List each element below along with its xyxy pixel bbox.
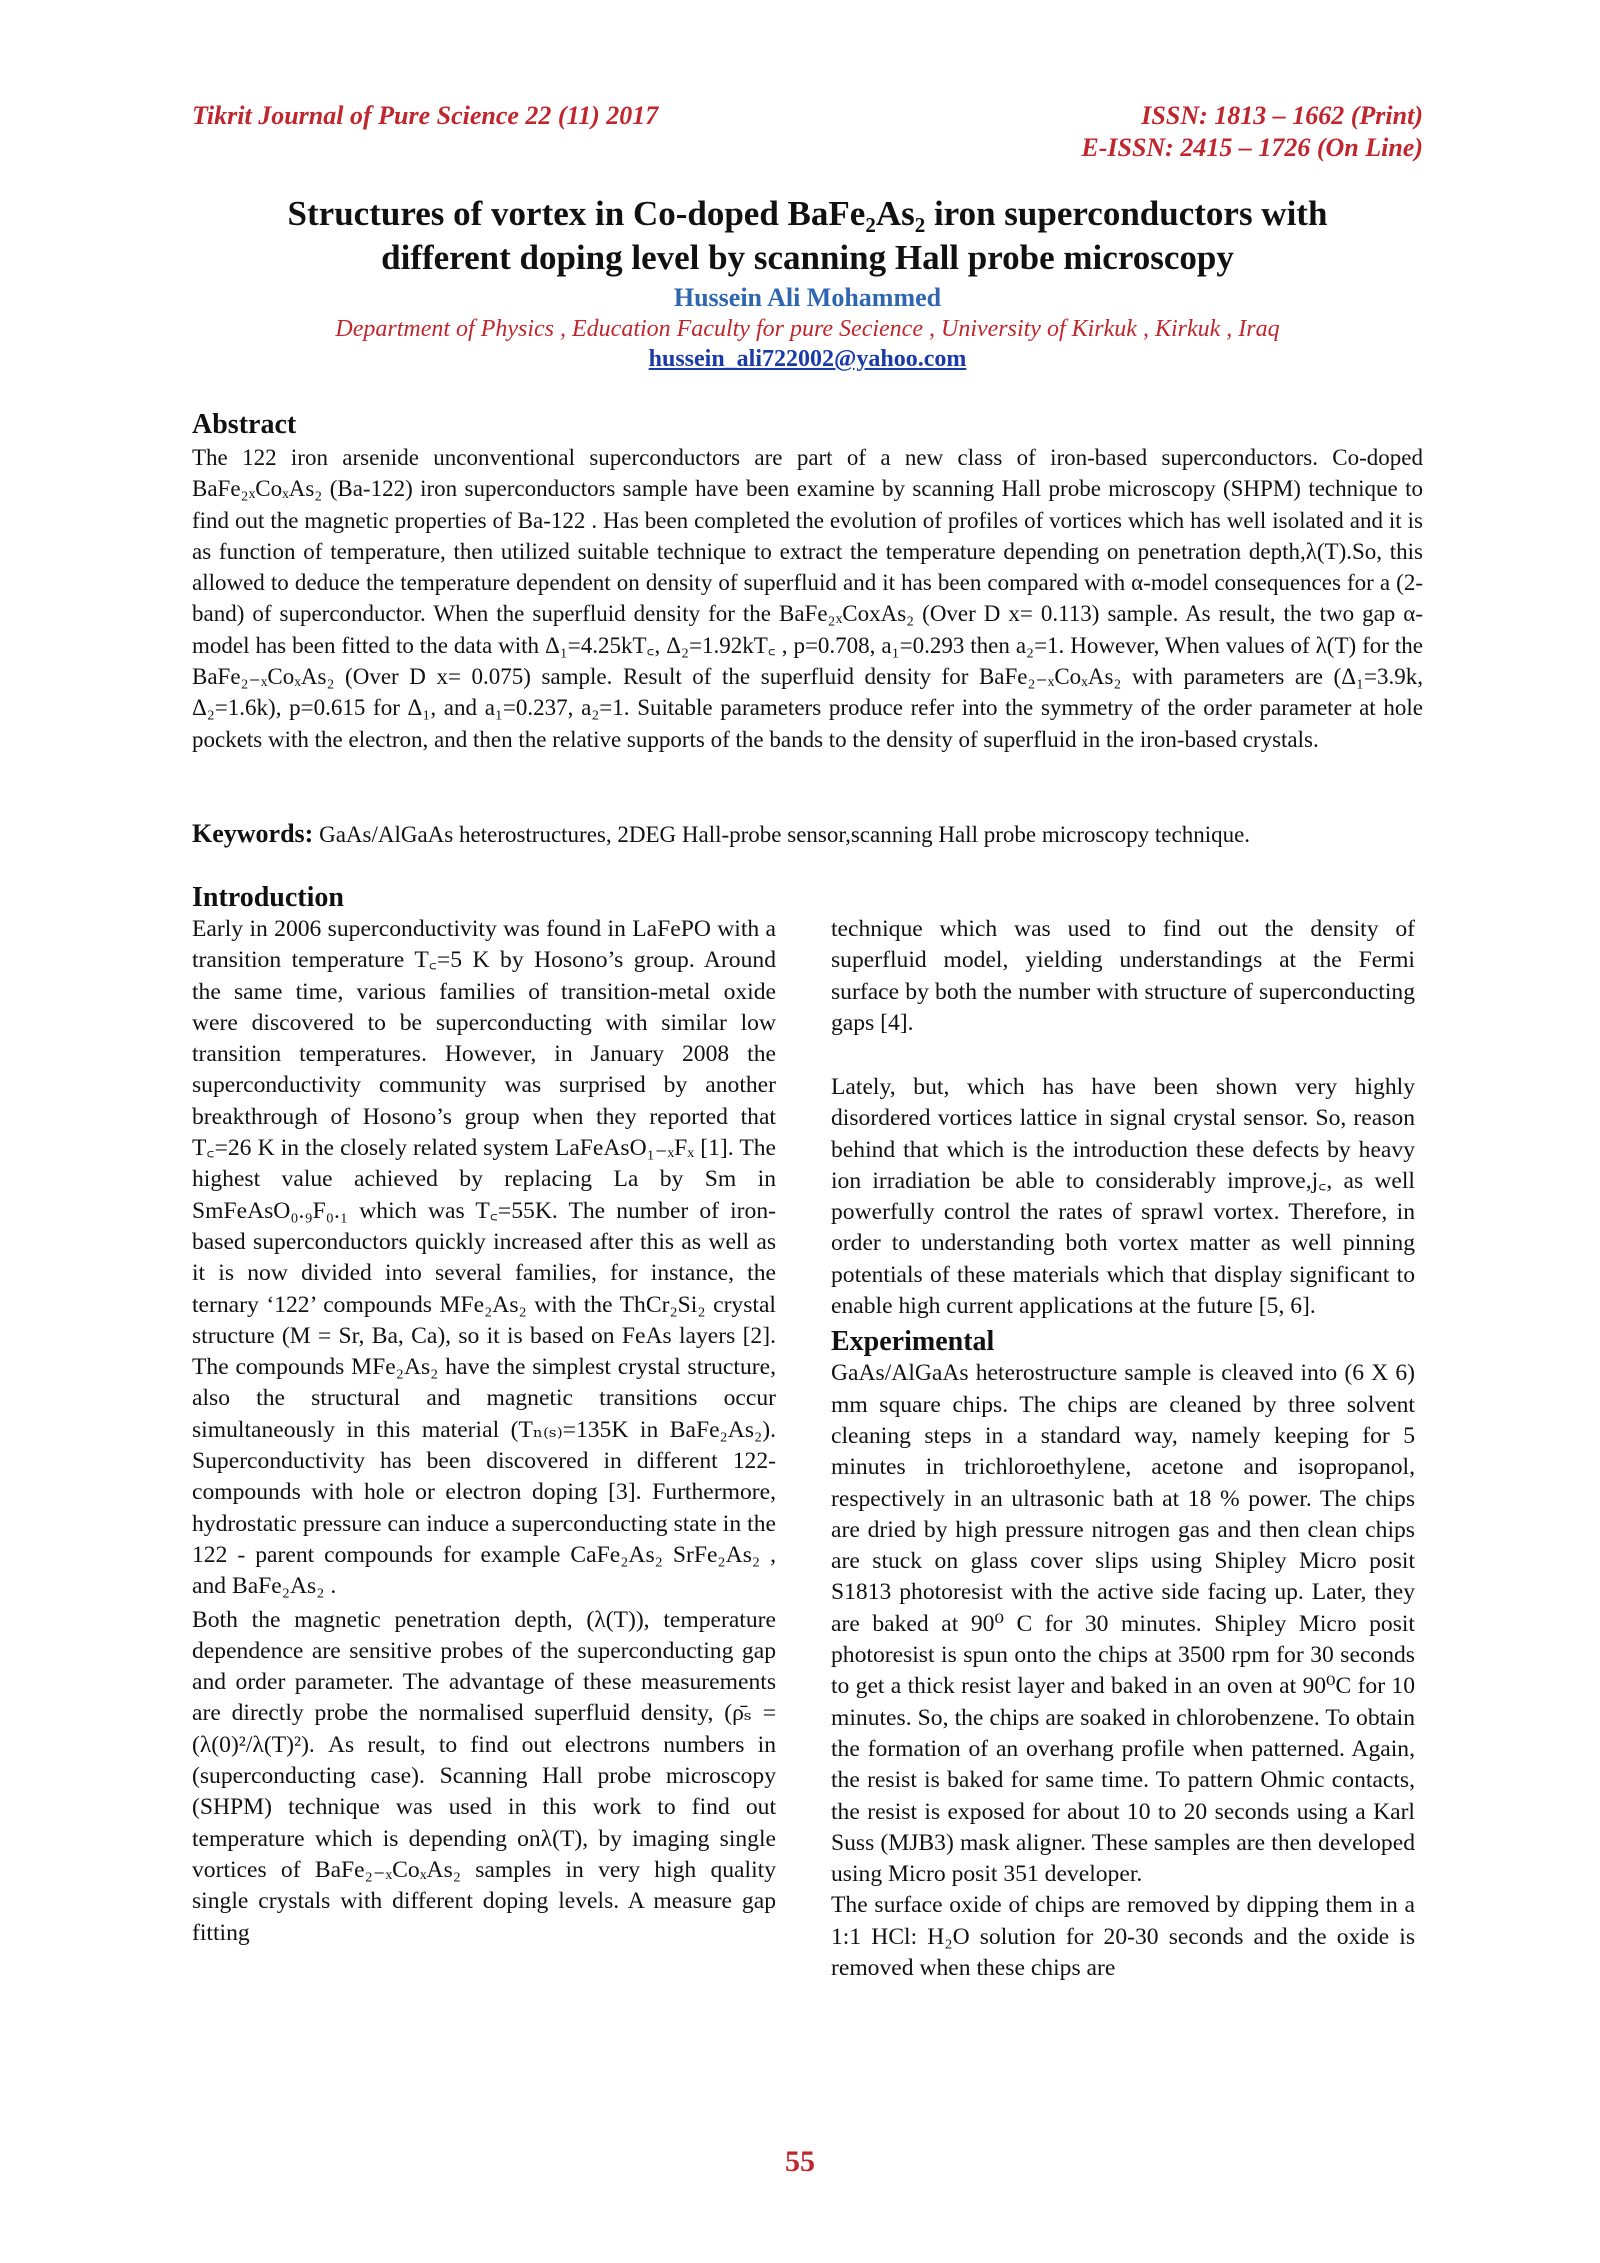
keywords	[192, 818, 1423, 850]
abstract-heading: Abstract	[192, 409, 297, 440]
issn-header	[1081, 100, 1423, 164]
issn-print: ISSN: 1813 – 1662 (Print)	[1141, 101, 1423, 130]
right-column	[831, 914, 1415, 1984]
author-name: Hussein Ali Mohammed	[673, 283, 942, 312]
abstract-text: The 122 iron arsenide unconventional superconductors are part of a new class of iron-based superconductors. Co-doped BaFe₂ₓCoₓAs₂ (Ba-122) iron superconductors sample have been examine by scanning Hall probe microscopy (SHPM) technique to find out the magnetic properties of Ba-122 . Has been completed the evolution of profiles of vortices which has well isolated and it is as function of temperature, then utilized suitable technique to extract the temperature depending on penetration depth,λ(T).So, this allowed to deduce the temperature dependent on density of superfluid and it has been compared with α-model consequences for a (2-band) of superconductor. When the superfluid density for the BaFe₂ₓCoxAs₂ (Over D x= 0.113) sample. As result, the two gap α-model has been fitted to the data with Δ₁=4.25kT꜀, Δ₂=1.92kT꜀ , p=0.708, a₁=0.293 then a₂=1. However, When values of λ(T) for the BaFe₂₋ₓCoₓAs₂ (Over D x= 0.075) sample. Result of the superfluid density for BaFe₂₋ₓCoₓAs₂ with parameters are (Δ₁=3.9k, Δ₂=1.6k), p=0.615 for Δ₁, and a₁=0.237, a₂=1. Suitable parameters produce refer into the symmetry of the order parameter at hole pockets with the electron, and then the relative supports of the bands to the density of superfluid in the iron-based crystals.	[192, 445, 1423, 752]
experimental-heading: Experimental	[831, 1326, 995, 1358]
intro-paragraph-2: Both the magnetic penetration depth, (λ(T)), temperature dependence are sensitive probes of the superconducting gap and order parameter. The advantage of these measurements are directly probe the normalised superfluid density, (ρ̄ₛ = (λ(0)²/λ(T)²). As result, to find out electrons numbers in (superconducting case). Scanning Hall probe microscopy (SHPM) technique was used in this work to find out temperature which is depending onλ(T), by imaging single vortices of BaFe₂₋ₓCoₓAs₂ samples in very high quality single crystals with different doping levels. A measure gap fitting	[192, 1606, 776, 1946]
experimental-paragraph-2: The surface oxide of chips are removed by dipping them in a 1:1 HCl: H₂O solution for 20-30 seconds and the oxide is removed when these chips are	[831, 1892, 1415, 1982]
author-affiliation: Department of Physics , Education Faculty for pure Secience , University of Kirkuk , Kirkuk , Iraq	[335, 316, 1280, 342]
keywords-text: GaAs/AlGaAs heterostructures, 2DEG Hall-probe sensor,scanning Hall probe microscopy technique.	[313, 822, 1251, 847]
title-line-2: different doping level by scanning Hall probe microscopy	[381, 238, 1234, 277]
intro-paragraph-2-continued: technique which was used to find out the density of superfluid model, yielding understandings at the Fermi surface by both the number with structure of superconducting gaps [4].	[831, 916, 1415, 1036]
author-email-link[interactable]: hussein_ali722002@yahoo.com	[648, 346, 967, 372]
title-line-1: Structures of vortex in Co-doped BaFe₂As₂ iron superconductors with	[287, 194, 1328, 233]
intro-paragraph-1: Early in 2006 superconductivity was found in LaFePO with a transition temperature T꜀=5 K by Hosono’s group. Around the same time, various families of transition-metal oxide were discovered to be superconducting with similar low transition temperatures. However, in January 2008 the superconductivity community was surprised by another breakthrough of Hosono’s group when they reported that T꜀=26 K in the closely related system LaFeAsO₁₋ₓFₓ [1]. The highest value achieved by replacing La by Sm in SmFeAsO₀.₉F₀.₁ which was T꜀=55K. The number of iron-based superconductors quickly increased after this as well as it is now divided into several families, for instance, the ternary ‘122’ compounds MFe₂As₂ with the ThCr₂Si₂ crystal structure (M = Sr, Ba, Ca), so it is based on FeAs layers [2]. The compounds MFe₂As₂ have the simplest crystal structure, also the structural and magnetic transitions occur simultaneously in this material (Tₙ₍ₛ₎=135K in BaFe₂As₂). Superconductivity has been discovered in different 122-compounds with hole or electron doping [3]. Furthermore, hydrostatic pressure can induce a superconducting state in the 122 - parent compounds for example CaFe₂As₂ SrFe₂As₂ , and BaFe₂As₂ .	[192, 916, 776, 1600]
introduction-heading: Introduction	[192, 882, 344, 913]
experimental-paragraph-1: GaAs/AlGaAs heterostructure sample is cleaved into (6 X 6) mm square chips. The chips are cleaned by three solvent cleaning steps in a standard way, namely keeping for 5 minutes in trichloroethylene, acetone and isopropanol, respectively in an ultrasonic bath at 18 % power. The chips are dried by high pressure nitrogen gas and then clean chips are stuck on glass cover slips using Shipley Micro posit S1813 photoresist with the active side facing up. Later, they are baked at 90⁰ C for 30 minutes. Shipley Micro posit photoresist is spun onto the chips at 3500 rpm for 30 seconds to get a thick resist layer and baked in an oven at 90⁰C for 10 minutes. So, the chips are soaked in chlorobenzene. To obtain the formation of an overhang profile when patterned. Again, the resist is baked for same time. To pattern Ohmic contacts, the resist is exposed for about 10 to 20 seconds using a Karl Suss (MJB3) mask aligner. These samples are then developed using Micro posit 351 developer.	[831, 1360, 1415, 1888]
keywords-label: Keywords:	[192, 819, 314, 848]
issn-online: E-ISSN: 2415 – 1726 (On Line)	[1081, 133, 1423, 162]
paper-title	[192, 192, 1423, 280]
journal-header: Tikrit Journal of Pure Science 22 (11) 2017	[192, 101, 659, 130]
intro-paragraph-3: Lately, but, which has have been shown very highly disordered vortices lattice in signal crystal sensor. So, reason behind that which is the introduction these defects by heavy ion irradiation be able to considerably improve,j꜀, as well powerfully control the rates of sprawl vortex. Therefore, in order to understanding both vortex matter as well pinning potentials of these materials which that display significant to enable high current applications at the future [5, 6].	[831, 1074, 1415, 1320]
left-column	[192, 914, 776, 1949]
page-number: 55	[785, 2145, 815, 2178]
